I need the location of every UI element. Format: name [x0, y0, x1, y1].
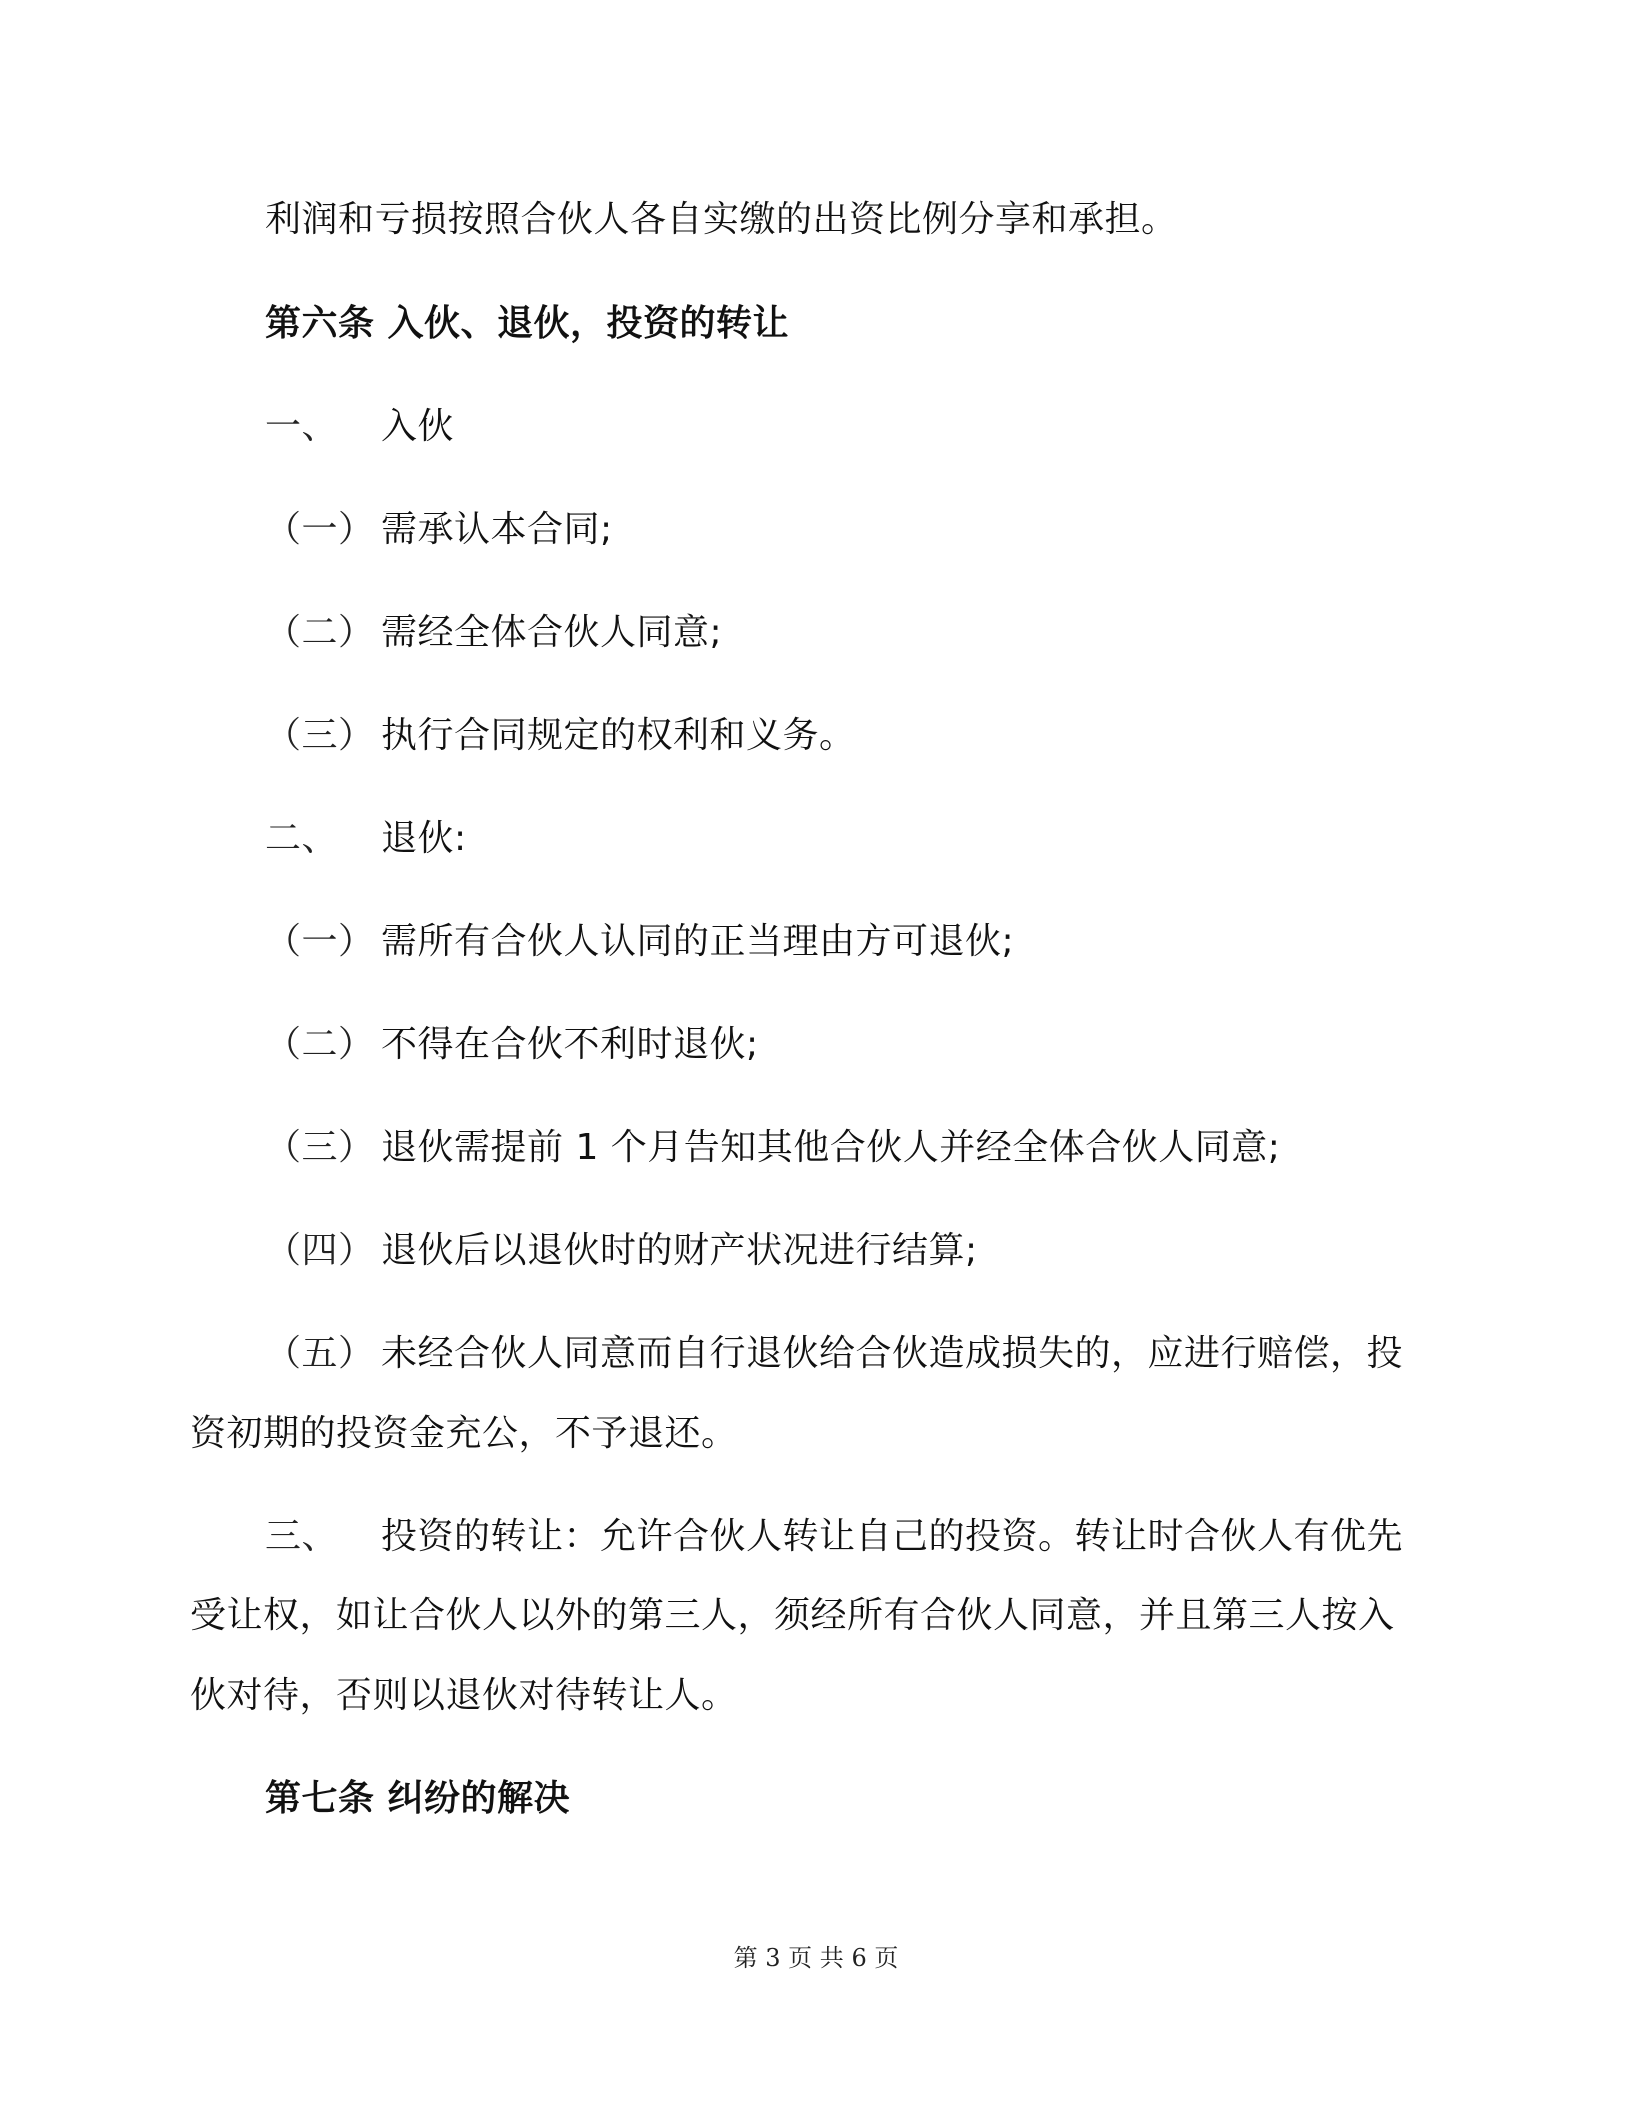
article-6-heading: 第六条 入伙、退伙，投资的转让	[265, 303, 790, 344]
item-text: 不得在合伙不利时退伙;	[381, 1024, 759, 1065]
item-marker: （一）	[265, 509, 375, 550]
section-title: 入伙	[381, 406, 455, 447]
section-marker: 二、	[265, 818, 339, 859]
list-item	[265, 1021, 759, 1069]
list-item-continuation: 资初期的投资金充公，不予退还。	[190, 1413, 738, 1454]
list-item	[265, 609, 722, 657]
item-marker: （一）	[265, 921, 375, 962]
item-marker: （五）	[265, 1333, 375, 1374]
section-marker: 一、	[265, 406, 339, 447]
section-marker: 三、	[265, 1516, 339, 1557]
list-item	[265, 712, 856, 760]
list-item	[265, 1124, 1280, 1172]
section-title: 退伙:	[381, 818, 467, 859]
item-marker: （三）	[265, 715, 375, 756]
section-transfer	[265, 1513, 1403, 1561]
item-marker: （三）	[265, 1127, 375, 1168]
item-text: 退伙后以退伙时的财产状况进行结算;	[381, 1230, 978, 1271]
list-item	[265, 1227, 978, 1275]
item-text: 退伙需提前 1 个月告知其他合伙人并经全体合伙人同意;	[381, 1127, 1281, 1168]
item-text: 需经全体合伙人同意;	[381, 612, 723, 653]
list-item	[265, 1330, 1403, 1378]
item-marker: （二）	[265, 1024, 375, 1065]
item-text: 未经合伙人同意而自行退伙给合伙造成损失的，应进行赔偿，投	[381, 1333, 1404, 1374]
profit-loss-paragraph: 利润和亏损按照合伙人各自实缴的出资比例分享和承担。	[265, 199, 1178, 240]
page-number-footer: 第 3 页 共 6 页	[733, 1944, 899, 1972]
item-marker: （四）	[265, 1230, 375, 1271]
list-item	[265, 918, 1014, 966]
section-transfer-line-3: 伙对待，否则以退伙对待转让人。	[190, 1675, 738, 1716]
item-text: 执行合同规定的权利和义务。	[381, 715, 856, 756]
section-joining	[265, 403, 454, 451]
section-text: 投资的转让：允许合伙人转让自己的投资。转让时合伙人有优先	[381, 1516, 1404, 1557]
item-text: 需所有合伙人认同的正当理由方可退伙;	[381, 921, 1015, 962]
item-marker: （二）	[265, 612, 375, 653]
section-transfer-line-2: 受让权，如让合伙人以外的第三人，须经所有合伙人同意，并且第三人按入	[190, 1595, 1395, 1636]
list-item	[265, 506, 613, 554]
section-withdrawal	[265, 815, 467, 863]
item-text: 需承认本合同;	[381, 509, 613, 550]
article-7-heading: 第七条 纠纷的解决	[265, 1778, 571, 1819]
